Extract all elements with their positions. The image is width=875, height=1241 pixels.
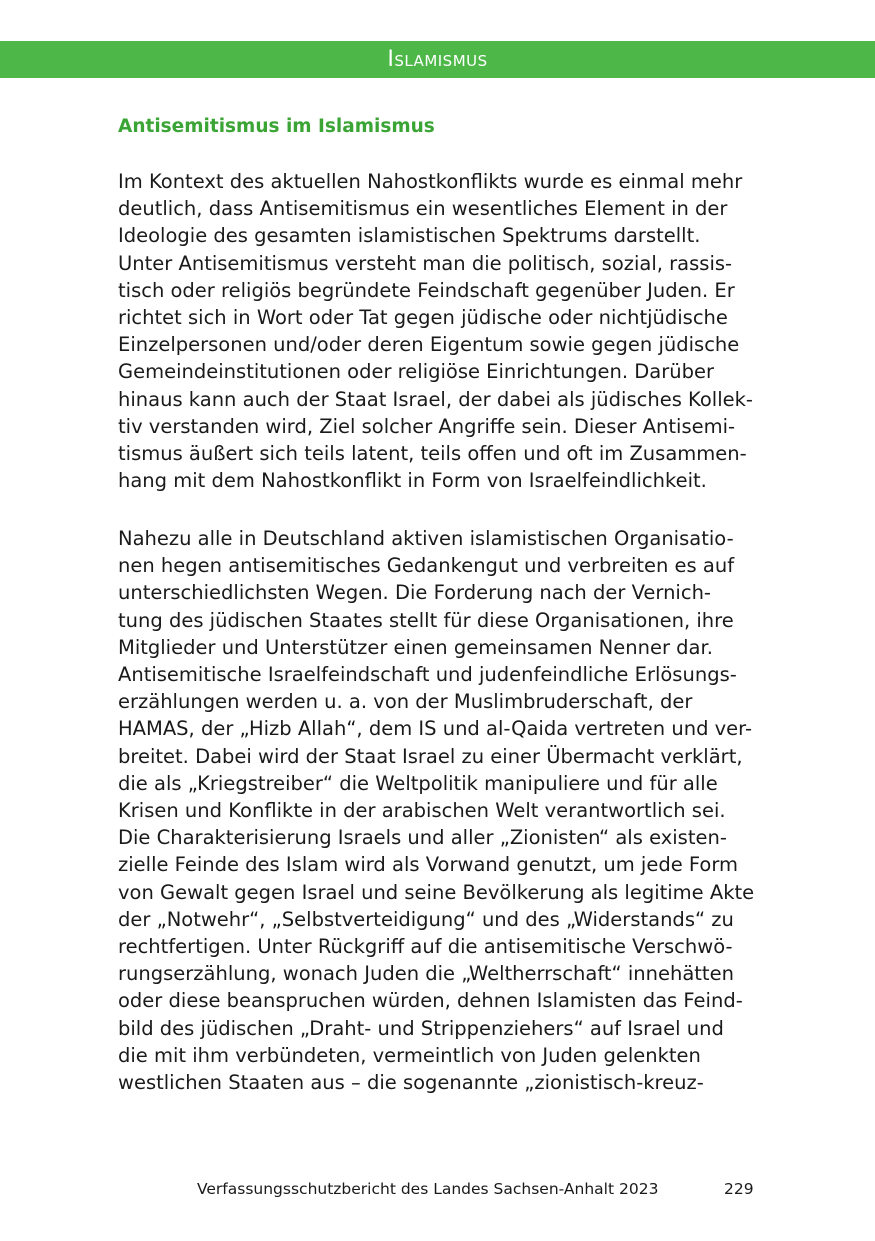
chapter-header-bar <box>0 41 875 78</box>
page-number: 229 <box>724 1180 754 1198</box>
text-line: bild des jüdischen „Draht- und Strippenziehers“ auf Israel und <box>118 1016 724 1040</box>
text-line: erzählungen werden u. a. von der Muslimbruderschaft, der <box>118 690 693 714</box>
text-line: Die Charakterisierung Israels und aller „Zionisten“ als existen- <box>118 826 727 850</box>
text-line: von Gewalt gegen Israel und seine Bevölkerung als legitime Akte <box>118 880 755 904</box>
page-footer <box>0 1180 875 1208</box>
text-line: deutlich, dass Antisemitismus ein wesentliches Element in der <box>118 197 728 221</box>
text-line: Einzelpersonen und/oder deren Eigentum sowie gegen jüdische <box>118 333 740 357</box>
text-line: Krisen und Konflikte in der arabischen Welt verantwortlich sei. <box>118 799 726 823</box>
text-line: der „Notwehr“, „Selbstverteidigung“ und des „Widerstands“ zu <box>118 907 734 931</box>
text-line: Im Kontext des aktuellen Nahostkonflikts wurde es einmal mehr <box>118 170 743 193</box>
paragraph-2 <box>118 525 758 1096</box>
text-line: Mitglieder und Unterstützer einen gemeinsamen Nenner dar. <box>118 635 713 659</box>
text-line: breitet. Dabei wird der Staat Israel zu einer Übermacht verklärt, <box>118 744 743 768</box>
footer-publication-title: Verfassungsschutzbericht des Landes Sachsen-Anhalt 2023 <box>197 1180 659 1198</box>
text-line: hinaus kann auch der Staat Israel, der dabei als jüdisches Kollek- <box>118 387 753 411</box>
text-line: die als „Kriegstreiber“ die Weltpolitik manipuliere und für alle <box>118 771 718 795</box>
text-line: rungserzählung, wonach Juden die „Weltherrschaft“ innehätten <box>118 962 734 986</box>
text-line: Ideologie des gesamten islamistischen Spektrums darstellt. <box>118 224 701 248</box>
text-line: nen hegen antisemitisches Gedankengut und verbreiten es auf <box>118 554 735 578</box>
section-heading: Antisemitismus im Islamismus <box>118 116 435 137</box>
text-line: unterschiedlichsten Wegen. Die Forderung nach der Vernich- <box>118 581 711 605</box>
text-line: zielle Feinde des Islam wird als Vorwand genutzt, um jede Form <box>118 853 739 877</box>
text-line: oder diese beanspruchen würden, dehnen Islamisten das Feind- <box>118 989 743 1013</box>
text-line: tung des jüdischen Staates stellt für diese Organisationen, ihre <box>118 608 734 632</box>
text-line: richtet sich in Wort oder Tat gegen jüdische oder nichtjüdische <box>118 306 728 330</box>
text-line: Antisemitische Israelfeindschaft und judenfeindliche Erlösungs- <box>118 663 737 687</box>
chapter-title: Islamismus <box>387 47 488 72</box>
text-line: tiv verstanden wird, Ziel solcher Angriffe sein. Dieser Antisemi- <box>118 414 736 438</box>
text-line: westlichen Staaten aus – die sogenannte „zionistisch-kreuz- <box>118 1071 704 1095</box>
text-line: hang mit dem Nahostkonflikt in Form von Israelfeindlichkeit. <box>118 469 707 493</box>
text-line: tisch oder religiös begründete Feindschaft gegenüber Juden. Er <box>118 278 735 302</box>
text-line: tismus äußert sich teils latent, teils offen und oft im Zusammen- <box>118 442 747 466</box>
text-line: rechtfertigen. Unter Rückgriff auf die antisemitische Verschwö- <box>118 935 733 959</box>
text-line: HAMAS, der „Hizb Allah“, dem IS und al-Qaida vertreten und ver- <box>118 717 752 741</box>
paragraph-1 <box>118 168 758 494</box>
text-line: die mit ihm verbündeten, vermeintlich von Juden gelenkten <box>118 1043 701 1067</box>
text-line: Gemeindeinstitutionen oder religiöse Einrichtungen. Darüber <box>118 360 715 384</box>
text-line: Unter Antisemitismus versteht man die politisch, sozial, rassis- <box>118 251 733 275</box>
text-line: Nahezu alle in Deutschland aktiven islamistischen Organisatio- <box>118 527 734 550</box>
